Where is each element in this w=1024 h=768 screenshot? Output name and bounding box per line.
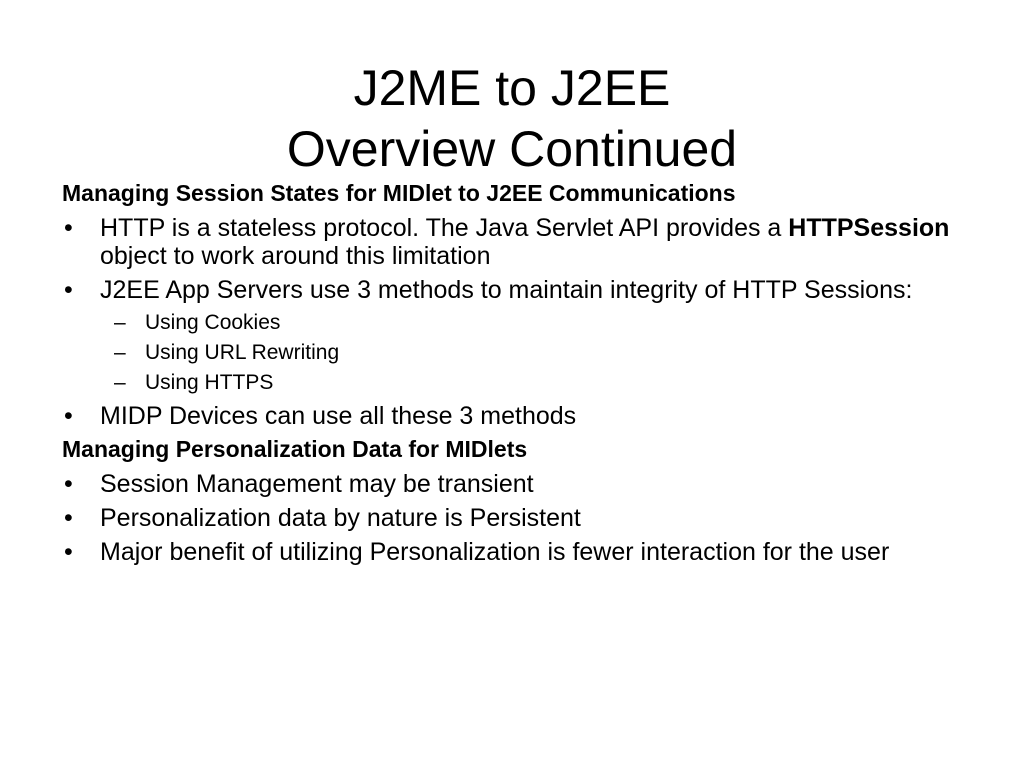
dash-marker: –: [114, 311, 126, 334]
bullet-marker: •: [64, 214, 73, 242]
bullet-item: [62, 538, 962, 566]
title-line-1: J2ME to J2EE: [353, 60, 671, 116]
sub-item: [62, 340, 962, 366]
bullet-item: [62, 402, 962, 430]
sub-item: [62, 370, 962, 396]
bullet-bold-term: HTTPSession: [788, 214, 950, 242]
bullet-marker: •: [64, 402, 73, 430]
bullet-marker: •: [64, 470, 73, 498]
sub-item-text: Using HTTPS: [145, 371, 274, 394]
bullet-marker: •: [64, 538, 73, 566]
bullet-marker: •: [64, 504, 73, 532]
sub-item: [62, 310, 962, 336]
bullet-text: Major benefit of utilizing Personalization is fewer interaction for the user: [100, 538, 890, 566]
dash-marker: –: [114, 341, 126, 364]
dash-marker: –: [114, 371, 126, 394]
slide-body: [62, 180, 962, 572]
bullet-text: Personalization data by nature is Persistent: [100, 504, 581, 532]
bullet-item: [62, 214, 962, 270]
bullet-text: J2EE App Servers use 3 methods to maintain integrity of HTTP Sessions:: [100, 276, 913, 304]
bullet-item: [62, 470, 962, 498]
title-line-2: Overview Continued: [286, 121, 738, 177]
bullet-item: [62, 504, 962, 532]
sub-item-text: Using Cookies: [145, 311, 281, 334]
bullet-text: HTTP is a stateless protocol. The Java Servlet API provides a: [100, 214, 789, 242]
section-heading-session-states: Managing Session States for MIDlet to J2EE Communications: [62, 180, 736, 206]
bullet-item: [62, 276, 962, 304]
slide-title: [0, 58, 1024, 180]
bullet-text: object to work around this limitation: [100, 242, 491, 270]
section-heading-personalization: Managing Personalization Data for MIDlets: [62, 436, 528, 462]
bullet-text: MIDP Devices can use all these 3 methods: [100, 402, 577, 430]
bullet-marker: •: [64, 276, 73, 304]
bullet-text: Session Management may be transient: [100, 470, 534, 498]
sub-item-text: Using URL Rewriting: [145, 341, 340, 364]
